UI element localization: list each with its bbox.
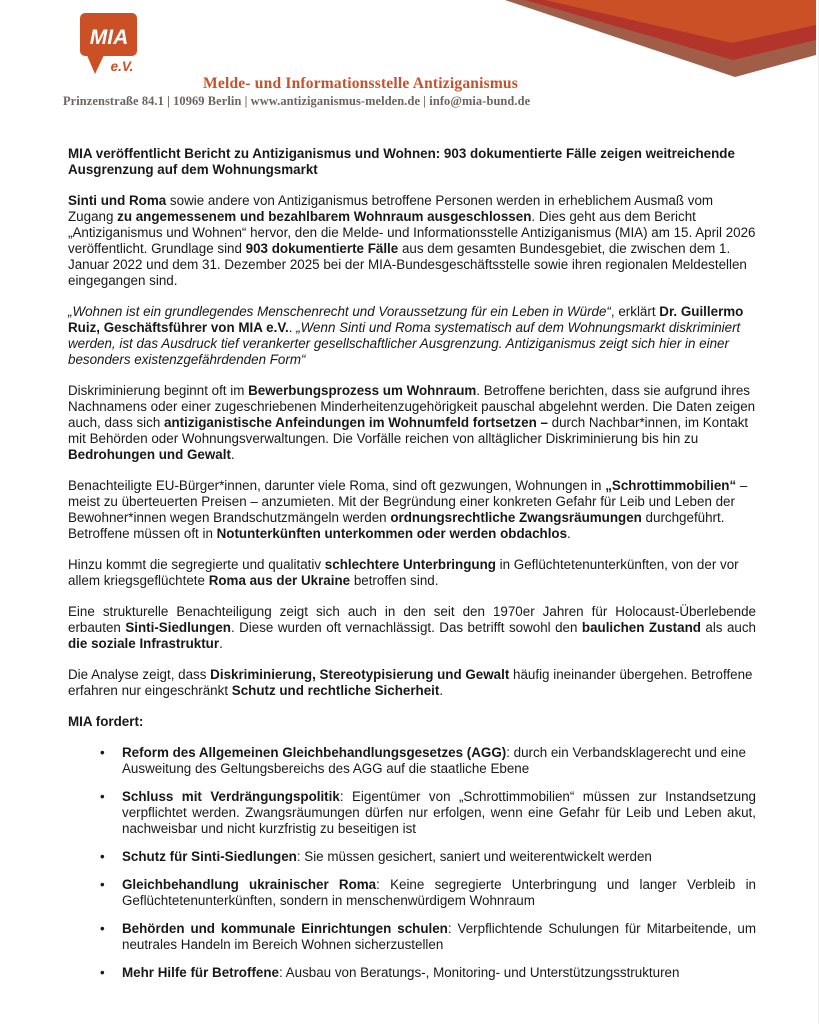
bullet-icon: • (100, 921, 105, 936)
paragraph-intro: Sinti und Roma sowie andere von Antiziganismus betroffene Personen werden in erheblichem Ausmaß vom Zugang zu angemessenem und bezahlbarem Wohnraum ausgeschlossen. Dies geht aus dem Bericht „Antiziganismus und Wohnen“ hervor, den die Melde- und Informationsstelle Antiziganismus (MIA) am 15. April 2026 veröffentlicht. Grundlage sind 903 dokumentierte Fälle aus dem gesamten Bundesgebiet, die zwischen dem 1. Januar 2022 und dem 31. Dezember 2025 bei der MIA-Bundesgeschäftsstelle sowie ihren regionalen Meldestellen eingegangen sind. (68, 193, 756, 288)
paragraph-analyse: Die Analyse zeigt, dass Diskriminierung, Stereotypisierung und Gewalt häufig ineinander übergehen. Betroffene erfahren nur eingeschränkt Schutz und rechtliche Sicherheit. (68, 667, 753, 698)
bullet-item-agg (68, 745, 756, 777)
demands-heading: MIA fordert: (68, 714, 144, 729)
press-release-body (68, 146, 756, 993)
bullet-icon: • (100, 745, 105, 760)
logo-text: MIA (89, 26, 129, 49)
bullet-text: Gleichbehandlung ukrainischer Roma: Keine segregierte Unterbringung und langer Verbleib in Geflüchtetenunterkünften, sondern in menschenwürdigem Wohnraum (122, 877, 756, 908)
bullet-icon: • (100, 789, 105, 804)
bullet-text: Schutz für Sinti-Siedlungen: Sie müssen gesichert, saniert und weiterentwickelt werden (122, 849, 652, 864)
bullet-item-hilfe (68, 965, 756, 981)
logo-bubble-tail (86, 53, 105, 74)
mia-logo (80, 13, 142, 77)
bullet-text: Mehr Hilfe für Betroffene: Ausbau von Beratungs-, Monitoring- und Unterstützungsstrukturen (122, 965, 680, 980)
organization-name: Melde- und Informationsstelle Antiziganismus (203, 75, 518, 92)
demands-list (68, 745, 756, 981)
bullet-text: Schluss mit Verdrängungspolitik: Eigentümer von „Schrottimmobilien“ müssen zur Instandsetzung verpflichtet werden. Zwangsräumungen dürfen nur erfolgen, wenn eine Gefahr für Leib und Leben akut, nachweisbar und nicht kurzfristig zu beseitigen ist (122, 789, 756, 836)
bullet-item-schulungen (68, 921, 756, 953)
bullet-icon: • (100, 877, 105, 892)
bullet-icon: • (100, 849, 105, 864)
paragraph-unterbringung: Hinzu kommt die segregierte und qualitativ schlechtere Unterbringung in Geflüchtetenunterkünften, von der vor allem kriegsgeflüchtete Roma aus der Ukraine betroffen sind. (68, 557, 739, 588)
paragraph-schrottimmobilien: Benachteiligte EU-Bürger*innen, darunter viele Roma, sind oft gezwungen, Wohnungen in „Schrottimmobilien“ – meist zu überteuerten Preisen – anzumieten. Mit der Begründung einer konkreten Gefahr für Leib und Leben der Bewohner*innen wegen Brandschutzmängeln werden ordnungsrechtliche Zwangsräumungen durchgeführt. Betroffene müssen oft in Notunterkünften unterkommen oder werden obdachlos. (68, 478, 748, 541)
corner-banner-graphic (489, 0, 816, 80)
bullet-item-siedlungen (68, 849, 756, 865)
document-title: MIA veröffentlicht Bericht zu Antiziganismus und Wohnen: 903 dokumentierte Fälle zeigen weitreichende Ausgrenzung auf dem Wohnungsmarkt (68, 146, 735, 177)
bullet-text: Reform des Allgemeinen Gleichbehandlungsgesetzes (AGG): durch ein Verbandsklagerecht und eine Ausweitung des Geltungsbereichs des AGG auf die staatliche Ebene (122, 745, 746, 776)
bullet-item-ukrainische-roma (68, 877, 756, 909)
paragraph-quote: „Wohnen ist ein grundlegendes Menschenrecht und Voraussetzung für ein Leben in Würde“, erklärt Dr. Guillermo Ruiz, Geschäftsführer von MIA e.V.. „Wenn Sinti und Roma systematisch auf dem Wohnungsmarkt diskriminiert werden, ist das Ausdruck tief verankerter gesellschaftlicher Ausgrenzung. Antiziganismus zeigt sich hier in einer besonders existenzgefährdenden Form“ (68, 304, 744, 367)
address-line: Prinzenstraße 84.1 | 10969 Berlin | www.antiziganismus-melden.de | info@mia-bund.de (63, 94, 531, 108)
paragraph-discrimination: Diskriminierung beginnt oft im Bewerbungsprozess um Wohnraum. Betroffene berichten, dass sie aufgrund ihres Nachnamens oder einer zugeschriebenen Minderheitenzugehörigkeit pauschal abgelehnt werden. Die Daten zeigen auch, dass sich antiziganistische Anfeindungen im Wohnumfeld fortsetzen – durch Nachbar*innen, im Kontakt mit Behörden oder Wohnungsverwaltungen. Die Vorfälle reichen von alltäglicher Diskriminierung bis hin zu Bedrohungen und Gewalt. (68, 383, 756, 462)
bullet-icon: • (100, 965, 105, 980)
bullet-item-verdraengung (68, 789, 756, 837)
logo-suffix: e.V. (110, 59, 134, 74)
bullet-text: Behörden und kommunale Einrichtungen schulen: Verpflichtende Schulungen für Mitarbeitende, um neutrales Handeln im Bereich Wohnen sicherzustellen (122, 921, 756, 952)
paragraph-sinti-siedlungen: Eine strukturelle Benachteiligung zeigt sich auch in den seit den 1970er Jahren für Holocaust-Überlebende erbauten Sinti-Siedlungen. Diese wurden oft vernachlässigt. Das betrifft sowohl den baulichen Zustand als auch die soziale Infrastruktur. (68, 604, 756, 651)
